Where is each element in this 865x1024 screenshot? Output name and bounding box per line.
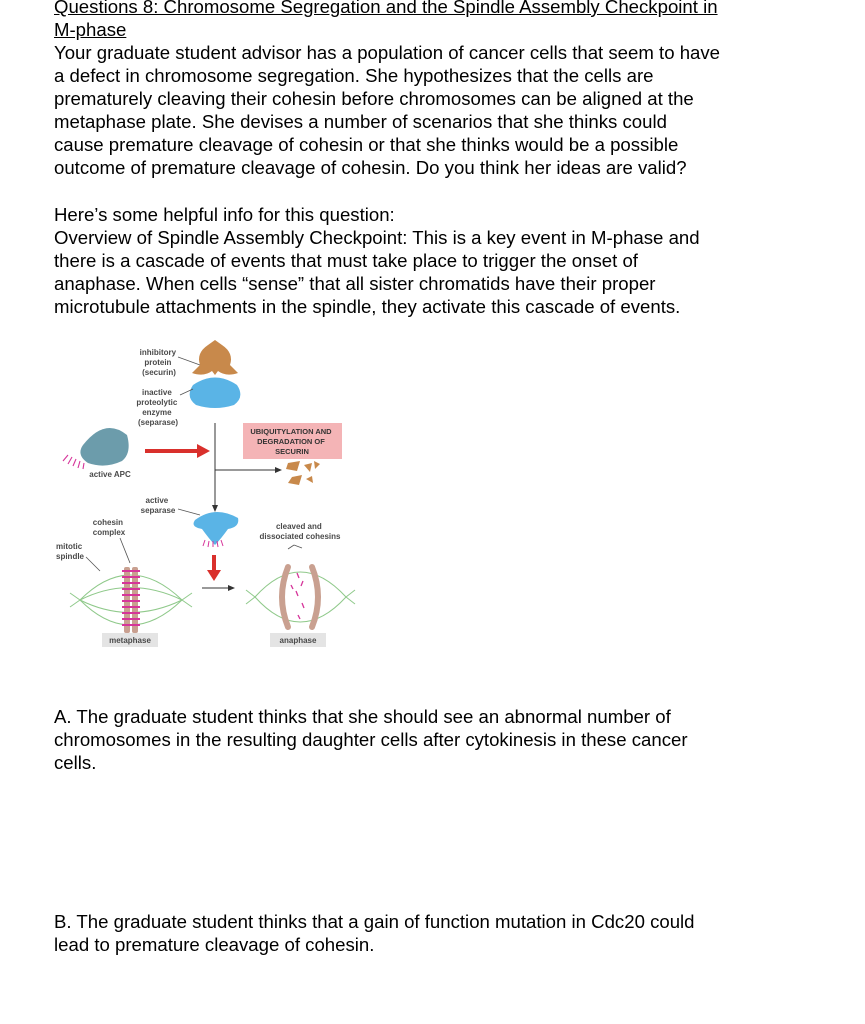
text-line: prematurely cleaving their cohesin before chromosomes can be aligned at the (54, 88, 694, 109)
text-line: chromosomes in the resulting daughter cells after cytokinesis in these cancer (54, 729, 688, 750)
apc-shape (80, 428, 128, 466)
text-line: there is a cascade of events that must take place to trigger the onset of (54, 250, 638, 271)
securin-shape (192, 340, 238, 375)
spindle-checkpoint-diagram (50, 335, 360, 655)
label-mitotic-spindle: mitotic spindle (56, 542, 85, 561)
text-line: lead to premature cleavage of cohesin. (54, 934, 375, 955)
anaphase-spindle (246, 572, 355, 622)
text-line: Here’s some helpful info for this question: (54, 204, 395, 225)
label-active-separase: active separase (140, 496, 176, 515)
text-line: Overview of Spindle Assembly Checkpoint: This is a key event in M-phase and (54, 227, 700, 248)
label-cohesin-complex: cohesin complex (92, 518, 126, 537)
text-line: Your graduate student advisor has a population of cancer cells that seem to have (54, 42, 721, 63)
label-inactive-separase: inactive proteolytic enzyme (separase) (136, 388, 179, 427)
separase-active-shape (194, 512, 239, 545)
question-b (54, 910, 814, 956)
text-line: anaphase. When cells “sense” that all sister chromatids have their proper (54, 273, 656, 294)
apc-action-arrow (145, 449, 197, 453)
securin-fragments (286, 461, 320, 485)
intro-paragraph (54, 41, 814, 179)
text-line: microtubule attachments in the spindle, they activate this cascade of events. (54, 296, 681, 317)
text-line: metaphase plate. She devises a number of scenarios that she thinks could (54, 111, 667, 132)
label-inhibitory: inhibitory protein (securin) (139, 348, 177, 377)
text-line: A. The graduate student thinks that she should see an abnormal number of (54, 706, 671, 727)
label-ubiquitylation: UBIQUITYLATION AND DEGRADATION OF SECURIN (250, 427, 332, 456)
helpful-info-paragraph (54, 203, 814, 318)
text-line: outcome of premature cleavage of cohesin. Do you think her ideas are valid? (54, 157, 687, 178)
text-line: cells. (54, 752, 97, 773)
separase-activity-marks (203, 540, 223, 547)
label-metaphase: metaphase (109, 636, 151, 645)
apc-activity-marks (63, 455, 84, 469)
cleaved-cohesin-fragments (291, 573, 304, 619)
question-title (54, 0, 814, 41)
text-line: B. The graduate student thinks that a gain of function mutation in Cdc20 could (54, 911, 695, 932)
label-cleaved-cohesins: cleaved and dissociated cohesins (259, 522, 341, 541)
text-line: a defect in chromosome segregation. She hypothesizes that the cells are (54, 65, 654, 86)
label-anaphase: anaphase (279, 636, 317, 645)
title-line: Questions 8: Chromosome Segregation and the Spindle Assembly Checkpoint in (54, 0, 718, 17)
question-a (54, 705, 814, 774)
label-active-apc: active APC (89, 470, 131, 479)
separase-inactive-shape (190, 378, 241, 409)
title-line: M-phase (54, 19, 127, 40)
text-line: cause premature cleavage of cohesin or that she thinks would be a possible (54, 134, 679, 155)
metaphase-chromosomes (122, 567, 140, 633)
